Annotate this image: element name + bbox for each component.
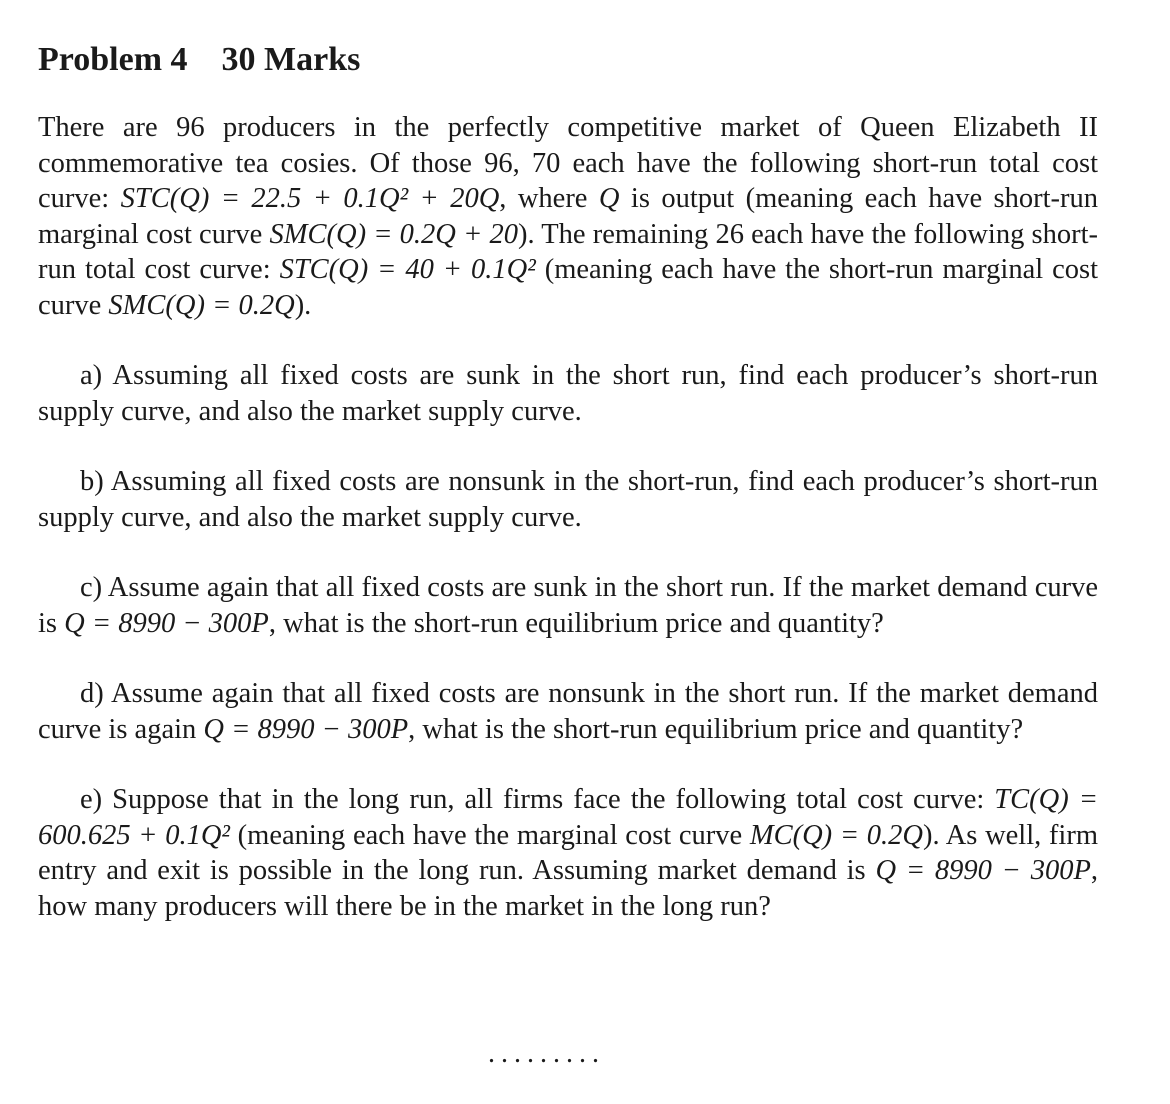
- part-c: [38, 570, 1098, 641]
- intro-text: , where: [499, 183, 599, 214]
- part-c-text: c) Assume again that all fixed costs are sunk in the short run. If the market demand curve is: [38, 572, 1098, 639]
- continuation-dots: .........: [488, 1038, 605, 1069]
- part-b: b) Assuming all fixed costs are nonsunk in the short-run, find each producer’s short-run supply curve, and also the market supply curve.: [38, 466, 1098, 533]
- problem-page: [38, 38, 1098, 924]
- problem-heading: [38, 38, 1098, 82]
- equation-smc-group1: SMC(Q) = 0.2Q + 20: [269, 218, 518, 250]
- equation-mc-long-run: MC(Q) = 0.2Q: [749, 819, 923, 851]
- intro-text: (meaning each have the short-run marginal cost curve: [38, 254, 1098, 321]
- problem-title: Problem 4: [38, 41, 188, 78]
- equation-smc-group2: SMC(Q) = 0.2Q: [108, 289, 295, 321]
- intro-text: There are 96 producers in the perfectly competitive market of Queen Elizabeth II commemorative tea cosies. Of those 96, 70 each have the following short-run total cost curve:: [38, 112, 1098, 214]
- part-e: [38, 782, 1098, 924]
- equation-demand: Q = 8990 − 300P: [203, 713, 409, 745]
- intro-paragraph: [38, 110, 1098, 323]
- variable-q: Q: [598, 183, 620, 214]
- intro-text: ).: [294, 289, 312, 321]
- intro-text: is output (meaning each have short-run marginal cost curve: [38, 183, 1098, 250]
- problem-marks: 30 Marks: [221, 41, 361, 78]
- part-e-text: (meaning each have the marginal cost curve: [229, 819, 750, 851]
- part-a: a) Assuming all fixed costs are sunk in the short run, find each producer’s short-run supply curve, and also the market supply curve.: [38, 360, 1098, 427]
- equation-tc-long-run: TC(Q) = 600.625 + 0.1Q²: [38, 784, 1098, 851]
- part-c-text: , what is the short-run equilibrium price and quantity?: [268, 607, 884, 639]
- equation-demand: Q = 8990 − 300P: [64, 607, 269, 639]
- part-d: [38, 676, 1098, 747]
- intro-text: ). The remaining 26 each have the following short-run total cost curve:: [38, 218, 1099, 285]
- equation-stc-group1: STC(Q) = 22.5 + 0.1Q² + 20Q: [120, 183, 500, 214]
- part-e-text: , how many producers will there be in the market in the long run?: [38, 855, 1098, 922]
- part-d-text: , what is the short-run equilibrium price and quantity?: [408, 713, 1024, 745]
- equation-stc-group2: STC(Q) = 40 + 0.1Q²: [279, 254, 536, 285]
- part-e-text: ). As well, firm entry and exit is possible in the long run. Assuming market demand is: [38, 819, 1099, 886]
- equation-demand: Q = 8990 − 300P: [875, 855, 1091, 886]
- part-e-text: e) Suppose that in the long run, all firms face the following total cost curve:: [80, 784, 995, 815]
- part-d-text: d) Assume again that all fixed costs are nonsunk in the short run. If the market demand curve is again: [38, 678, 1098, 745]
